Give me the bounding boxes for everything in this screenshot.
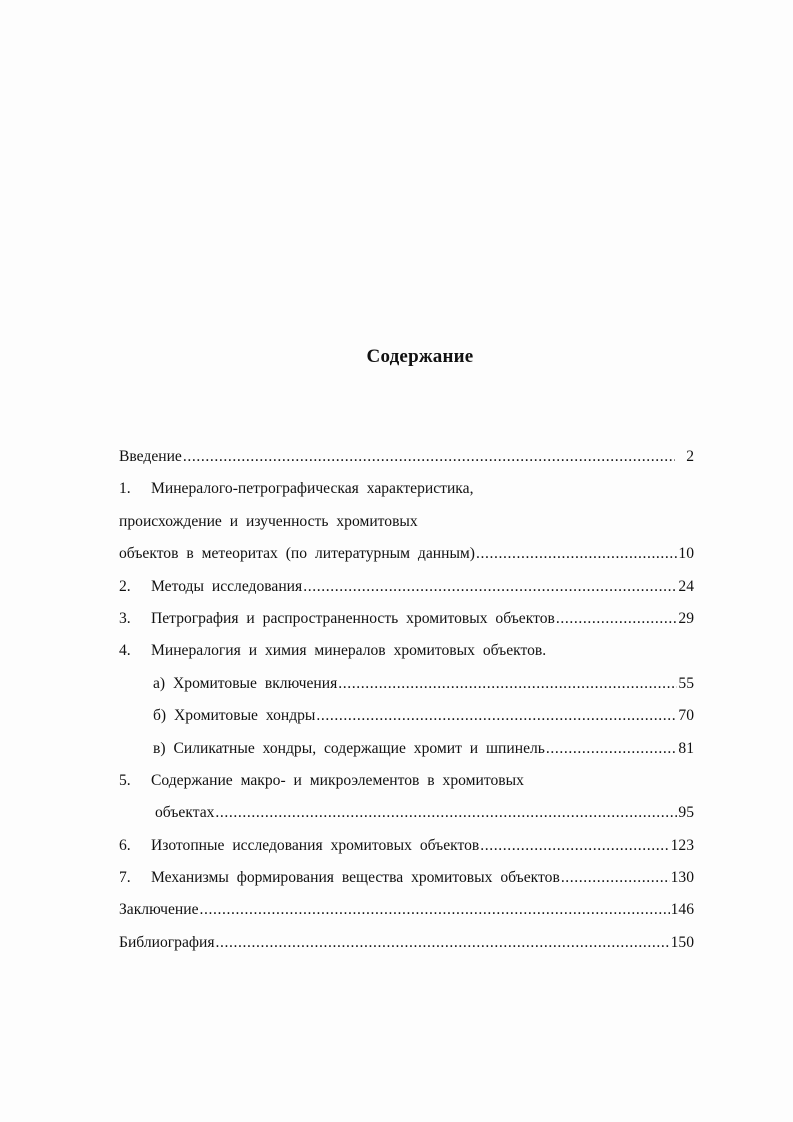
toc-entry-number: 7. xyxy=(119,869,131,887)
toc-entry-chapter-4c xyxy=(119,738,694,770)
toc-entry-number: 6. xyxy=(119,836,131,854)
toc-page-number: 10 xyxy=(678,545,694,563)
toc-entry-text: б) Хромитовые хондры xyxy=(153,707,316,725)
toc-entry-text: Петрография и распространенность хромитовых объектов xyxy=(151,609,555,627)
toc-entry-number: 2. xyxy=(119,577,131,595)
toc-page-number: 81 xyxy=(678,739,694,757)
toc-entry-introduction xyxy=(119,446,694,478)
toc-entry-chapter-5-line-1 xyxy=(119,770,694,802)
toc-dot-leader xyxy=(338,673,677,695)
toc-entry-chapter-1-line-2 xyxy=(119,511,694,543)
toc-entry-text: Заключение xyxy=(119,901,199,919)
toc-entry-text: Изотопные исследования хромитовых объектов xyxy=(151,836,480,854)
toc-dot-leader xyxy=(546,738,678,760)
toc-entry-chapter-7 xyxy=(119,867,694,899)
toc-entry-chapter-3 xyxy=(119,608,694,640)
toc-page-number: 55 xyxy=(678,674,694,692)
toc-entry-chapter-4a xyxy=(119,673,694,705)
toc-page-number: 29 xyxy=(678,609,694,627)
toc-dot-leader xyxy=(316,705,677,727)
toc-entry-text: Содержание макро- и микроэлементов в хромитовых xyxy=(151,771,524,789)
toc-entry-text: Библиография xyxy=(119,933,215,951)
toc-entry-text: объектах xyxy=(155,804,215,822)
toc-dot-leader xyxy=(480,835,669,857)
toc-entry-text: в) Силикатные хондры, содержащие хромит и шпинель xyxy=(153,739,545,757)
toc-dot-leader xyxy=(215,802,677,824)
toc-entry-conclusion xyxy=(119,899,694,931)
toc-entry-text: происхождение и изученность хромитовых xyxy=(119,512,418,530)
toc-entry-text: объектов в метеоритах (по литературным данным) xyxy=(119,545,475,563)
toc-entry-chapter-4b xyxy=(119,705,694,737)
toc-page-number: 146 xyxy=(670,901,694,919)
toc-page-number: 70 xyxy=(678,707,694,725)
toc-entry-chapter-2 xyxy=(119,576,694,608)
toc-dot-leader xyxy=(216,932,670,954)
toc-dot-leader xyxy=(556,608,678,630)
page-title: Содержание xyxy=(366,346,474,367)
toc-page-number: 2 xyxy=(686,448,694,465)
toc-entry-chapter-4 xyxy=(119,640,694,672)
toc-page-number: 150 xyxy=(670,933,694,951)
table-of-contents xyxy=(119,446,694,964)
toc-entry-text: Минералого-петрографическая характеристика, xyxy=(151,480,474,498)
toc-entry-text: Минералогия и химия минералов хромитовых объектов. xyxy=(151,642,547,660)
toc-entry-chapter-5-line-2 xyxy=(119,802,694,834)
toc-dot-leader xyxy=(561,867,670,889)
toc-entry-number: 1. xyxy=(119,480,131,498)
toc-entry-text: а) Хромитовые включения xyxy=(153,674,338,692)
toc-entry-bibliography xyxy=(119,932,694,964)
toc-entry-chapter-6 xyxy=(119,835,694,867)
toc-dot-leader xyxy=(476,543,677,565)
toc-entry-text: Введение xyxy=(119,448,182,465)
toc-entry-chapter-1-line-1 xyxy=(119,478,694,510)
toc-entry-text: Механизмы формирования вещества хромитовых объектов xyxy=(151,869,560,887)
toc-entry-number: 5. xyxy=(119,771,131,789)
toc-entry-number: 4. xyxy=(119,642,131,660)
toc-page-number: 95 xyxy=(678,804,694,822)
toc-dot-leader xyxy=(183,446,675,468)
toc-page-number: 123 xyxy=(670,836,694,854)
toc-page-number: 24 xyxy=(678,577,694,595)
toc-page-number: 130 xyxy=(670,869,694,887)
toc-dot-leader xyxy=(200,899,670,921)
toc-entry-chapter-1-line-3 xyxy=(119,543,694,575)
toc-dot-leader xyxy=(303,576,677,598)
toc-entry-text: Методы исследования xyxy=(151,577,303,595)
toc-entry-number: 3. xyxy=(119,609,131,627)
